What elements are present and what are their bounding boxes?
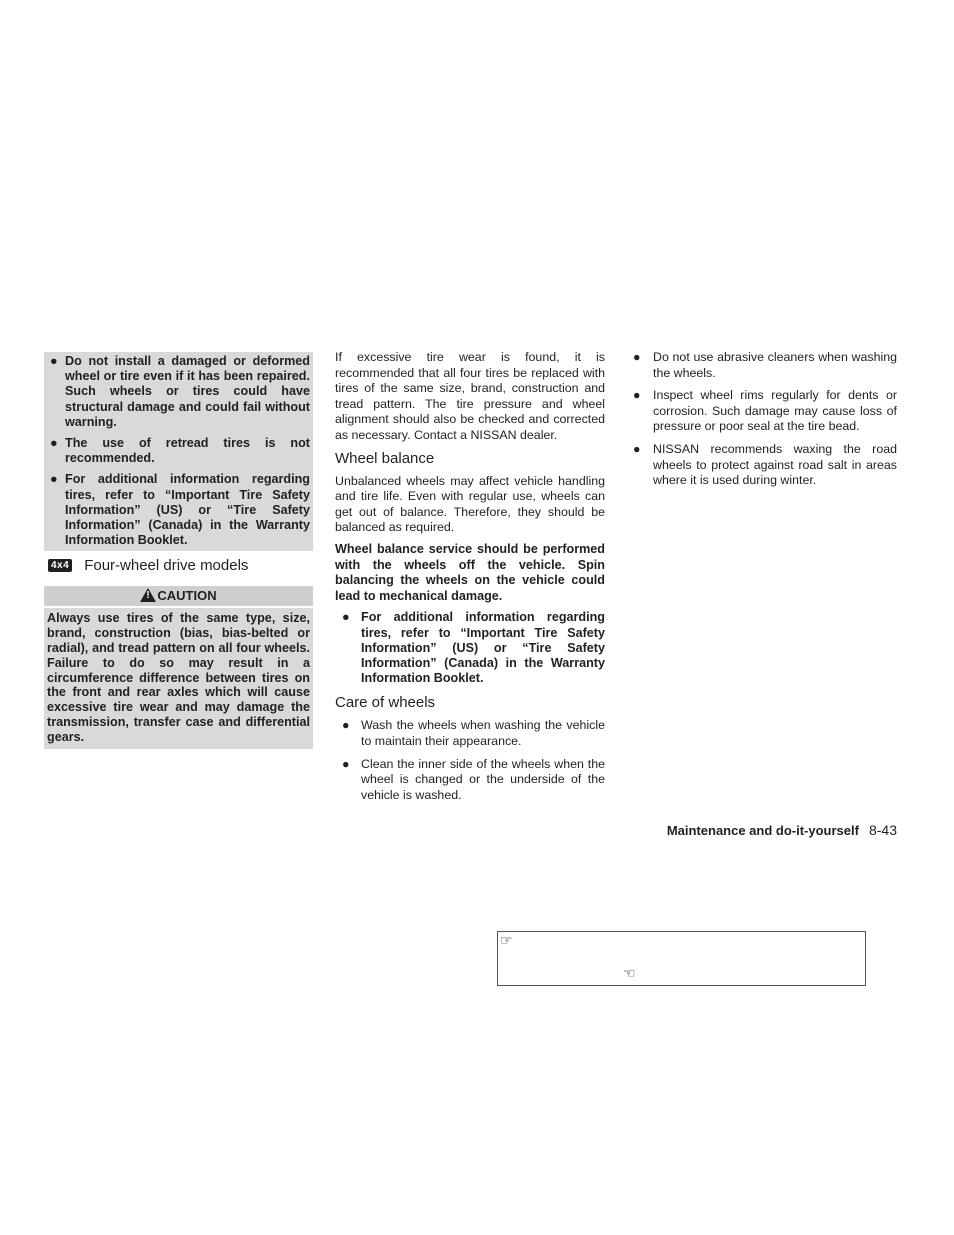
middle-column — [335, 350, 605, 809]
bullet-dot-icon: ● — [633, 441, 641, 456]
bullet-dot-icon: ● — [342, 756, 350, 771]
right-bullet: ● NISSAN recommends waxing the road wheels to protect against road salt in areas where it is used during winter. — [633, 441, 897, 488]
bullet-dot-icon: ● — [342, 610, 350, 625]
bullet-dot-icon: ● — [50, 472, 58, 487]
wheel-balance-warning: Wheel balance service should be performed with the wheels off the vehicle. Spin balancing the wheels on the vehicle could lead to mechanical damage. — [335, 541, 605, 603]
bullet-dot-icon: ● — [633, 388, 641, 403]
caution-text: Always use tires of the same type, size, brand, construction (bias, bias-belted or radial), and tread pattern on all four wheels. Failure to do so may result in a circumference difference between tires on the front and rear axles which will cause excessive tire wear and may damage the transmission, transfer case and differential gears. — [44, 608, 313, 748]
left-column — [44, 352, 313, 749]
wheel-balance-paragraph: Unbalanced wheels may affect vehicle handling and tire life. Even with regular use, wheels can get out of balance. Therefore, they should be balanced as required. — [335, 473, 605, 535]
wheel-balance-bullet: ● For additional information regarding tires, refer to “Important Tire Safety Information” (US) or “Tire Safety Information” (Canada) in the Warranty Information Booklet. — [342, 610, 605, 686]
fourwd-heading-row — [44, 557, 313, 574]
section-title: Maintenance and do-it-yourself — [666, 823, 859, 838]
warning-item: ● Do not install a damaged or deformed wheel or tire even if it has been repaired. Such wheels or tires could have structural damage and could fail without warning. — [50, 354, 310, 429]
warning-item: ● For additional information regarding tires, refer to “Important Tire Safety Information” (US) or “Tire Safety Information” (Canada) in the Warranty Information Booklet. — [50, 472, 310, 548]
care-bullet: ● Wash the wheels when washing the vehicle to maintain their appearance. — [342, 718, 605, 748]
wheel-balance-heading: Wheel balance — [335, 449, 435, 467]
warning-triangle-icon: ! — [140, 588, 156, 602]
four-by-four-icon: 4x4 — [48, 559, 72, 572]
page-footer — [667, 822, 897, 838]
intro-paragraph: If excessive tire wear is found, it is recommended that all four tires be replaced with tires of the same size, brand, construction and tread pattern. The tire pressure and wheel alignment should also be checked and corrected as necessary. Contact a NISSAN dealer. — [335, 350, 605, 442]
right-bullet: ● Do not use abrasive cleaners when washing the wheels. — [633, 350, 897, 380]
page-number: 8-43 — [868, 822, 897, 838]
warning-box — [44, 352, 313, 551]
right-bullet: ● Inspect wheel rims regularly for dents or corrosion. Such damage may cause loss of pressure or poor seal at the tire bead. — [633, 388, 897, 434]
right-column — [630, 350, 897, 495]
bullet-dot-icon: ● — [50, 354, 58, 368]
caution-header: ! CAUTION — [44, 586, 313, 606]
care-bullet: ● Clean the inner side of the wheels when the wheel is changed or the underside of the vehicle is washed. — [342, 756, 605, 802]
pointing-hand-icon: ☜ — [623, 965, 636, 981]
care-of-wheels-heading: Care of wheels — [335, 694, 436, 712]
bullet-dot-icon: ● — [342, 718, 350, 733]
bullet-dot-icon: ● — [50, 436, 58, 451]
warning-item: ● The use of retread tires is not recommended. — [50, 436, 310, 466]
pointing-hand-icon: ☞ — [500, 932, 513, 948]
bullet-dot-icon: ● — [633, 350, 641, 364]
fourwd-heading: Four-wheel drive models — [84, 557, 249, 575]
note-box — [497, 931, 866, 986]
